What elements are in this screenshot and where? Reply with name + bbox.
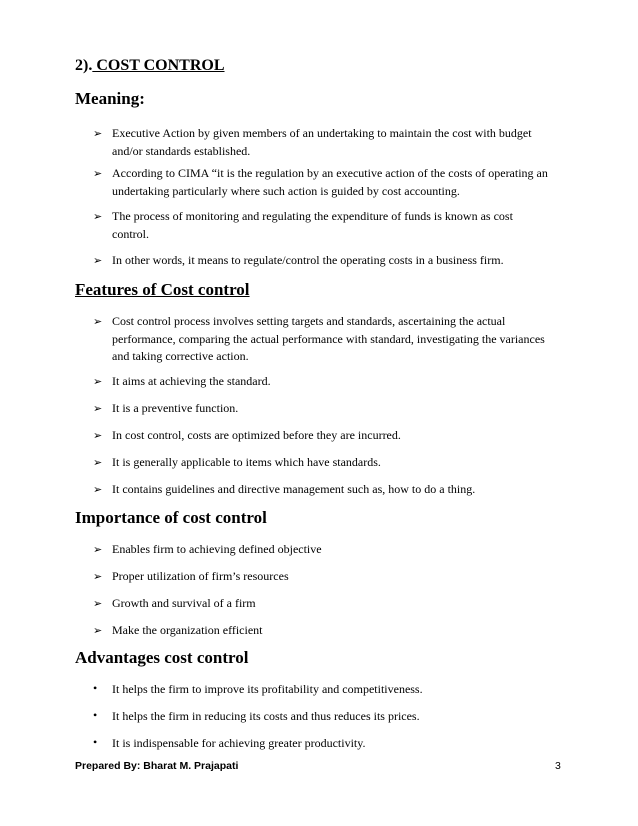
list-item: It is a preventive function. [112,401,239,415]
page-number: 3 [555,760,561,772]
list-item: Proper utilization of firm’s resources [112,569,289,583]
dot-bullet-icon: • [93,735,98,749]
section-title: COST CONTROL [92,57,225,74]
arrow-bullet-icon: ➢ [93,544,103,556]
arrow-bullet-icon: ➢ [93,211,103,223]
arrow-bullet-icon: ➢ [93,128,103,140]
list-item: In other words, it means to regulate/control the operating costs in a business firm. [112,253,504,267]
arrow-bullet-icon: ➢ [93,625,103,637]
arrow-bullet-icon: ➢ [93,316,103,328]
list-item: Growth and survival of a firm [112,596,256,610]
arrow-bullet-icon: ➢ [93,168,103,180]
arrow-bullet-icon: ➢ [93,255,103,267]
list-item: In cost control, costs are optimized before they are incurred. [112,428,401,442]
meaning-heading: Meaning: [75,89,145,108]
list-item: It helps the firm in reducing its costs and thus reduces its prices. [112,709,420,723]
list-item: Enables firm to achieving defined objective [112,542,322,556]
list-item: It aims at achieving the standard. [112,374,271,388]
dot-bullet-icon: • [93,708,98,722]
advantages-heading: Advantages cost control [75,648,249,667]
list-item: Make the organization efficient [112,623,263,637]
list-item: It is indispensable for achieving greater productivity. [112,736,366,750]
list-item: According to CIMA “it is the regulation by an executive action of the costs of operating an undertaking particularly where such action is guided by cost accounting. [112,166,548,198]
list-item: It contains guidelines and directive management such as, how to do a thing. [112,482,476,496]
list-item: Executive Action by given members of an undertaking to maintain the cost with budget and/or standards established. [112,126,532,158]
dot-bullet-icon: • [93,681,98,695]
list-item: It is generally applicable to items which have standards. [112,455,381,469]
footer-author: Prepared By: Bharat M. Prajapati [75,760,239,772]
arrow-bullet-icon: ➢ [93,430,103,442]
arrow-bullet-icon: ➢ [93,376,103,388]
arrow-bullet-icon: ➢ [93,598,103,610]
list-item: The process of monitoring and regulating the expenditure of funds is known as cost control. [112,209,513,241]
importance-heading: Importance of cost control [75,508,267,527]
arrow-bullet-icon: ➢ [93,571,103,583]
page-title [75,57,225,75]
arrow-bullet-icon: ➢ [93,403,103,415]
features-heading: Features of Cost control [75,280,250,299]
arrow-bullet-icon: ➢ [93,457,103,469]
list-item: Cost control process involves setting targets and standards, ascertaining the actual performance, comparing the actual performance with standard, investigating the variances and taking corrective action. [112,314,545,363]
section-number: 2). [75,57,93,74]
arrow-bullet-icon: ➢ [93,484,103,496]
list-item: It helps the firm to improve its profitability and competitiveness. [112,682,423,696]
